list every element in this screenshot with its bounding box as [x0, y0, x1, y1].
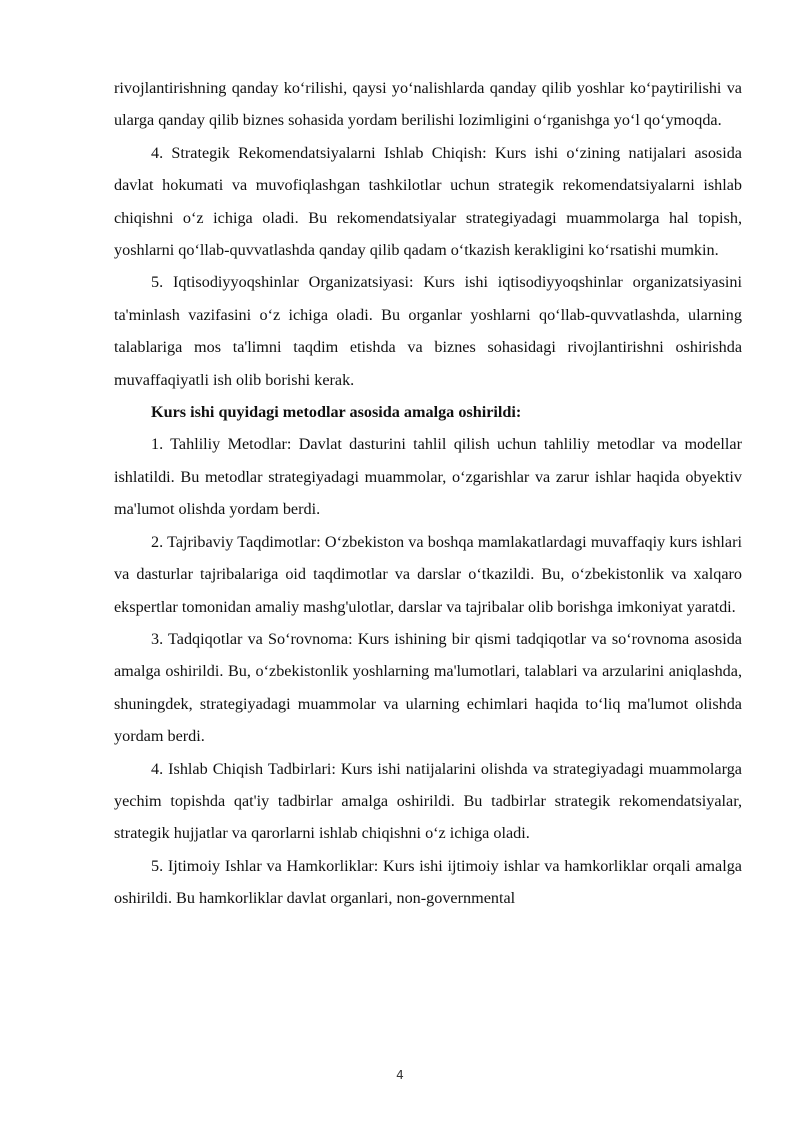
methods-heading: Kurs ishi quyidagi metodlar asosida amalga oshirildi: — [151, 403, 522, 422]
paragraph-economists-organization: 5. Iqtisodiyyoqshinlar Organizatsiyasi: Kurs ishi iqtisodiyyoqshinlar organizatsiyasini ta'minlash vazifasini o‘z ichiga oladi. Bu organlar yoshlarni qo‘llab-quvvatlashda, ularning talablariga mos ta'limni taqdim etishda va biznes sohasidagi rivojlantirishni oshirishda muvaffaqiyatli ish olib borishi kerak. — [114, 273, 742, 389]
paragraph-analytical-methods: 1. Tahliliy Metodlar: Davlat dasturini tahlil qilish uchun tahliliy metodlar va modellar ishlatildi. Bu metodlar strategiyadagi muammolar, o‘zgarishlar va zarur ishlar haqida obyektiv ma'lumot olishda yordam berdi. — [114, 435, 742, 519]
page-body — [114, 72, 742, 915]
paragraph-continuation: rivojlantirishning qanday ko‘rilishi, qaysi yo‘nalishlarda qanday qilib yoshlar ko‘paytirilishi va ularga qanday qilib biznes sohasida yordam berilishi lozimligini o‘rganishga yo‘l qo‘ymoqda. — [114, 79, 742, 130]
paragraph-research-survey: 3. Tadqiqotlar va So‘rovnoma: Kurs ishining bir qismi tadqiqotlar va so‘rovnoma asosida amalga oshirildi. Bu, o‘zbekistonlik yoshlarning ma'lumotlari, talablari va arzularini aniqlashda, shuningdek, strategiyadagi muammolar va ularning echimlari haqida to‘liq ma'lumot olishda yordam berdi. — [114, 629, 742, 746]
paragraph-strategic-recommendations: 4. Strategik Rekomendatsiyalarni Ishlab Chiqish: Kurs ishi o‘zining natijalari asosida davlat hokumati va muvofiqlashgan tashkilotlar uchun strategik rekomendatsiyalarni ishlab chiqishni o‘z ichiga oladi. Bu rekomendatsiyalar strategiyadagi muammolarga hal topish, yoshlarni qo‘llab-quvvatlashda qanday qilib qadam o‘tkazish kerakligini ko‘rsatishi mumkin. — [114, 143, 742, 260]
paragraph-development-measures: 4. Ishlab Chiqish Tadbirlari: Kurs ishi natijalarini olishda va strategiyadagi muammolarga yechim topishda qat'iy tadbirlar amalga oshirildi. Bu tadbirlar strategik rekomendatsiyalar, strategik hujjatlar va qarorlarni ishlab chiqishni o‘z ichiga oladi. — [114, 759, 742, 843]
page-number: 4 — [396, 1068, 404, 1082]
paragraph-social-cooperation: 5. Ijtimoiy Ishlar va Hamkorliklar: Kurs ishi ijtimoiy ishlar va hamkorliklar orqali amalga oshirildi. Bu hamkorliklar davlat organlari, non-governmental — [114, 856, 742, 908]
paragraph-experience-presentations: 2. Tajribaviy Taqdimotlar: O‘zbekiston va boshqa mamlakatlardagi muvaffaqiy kurs ishlari va dasturlar tajribalariga oid taqdimotlar va darslar o‘tkazildi. Bu, o‘zbekistonlik va xalqaro ekspertlar tomonidan amaliy mashg'ulotlar, darslar va tajribalar olib borishga imkoniyat yaratdi. — [114, 532, 742, 616]
